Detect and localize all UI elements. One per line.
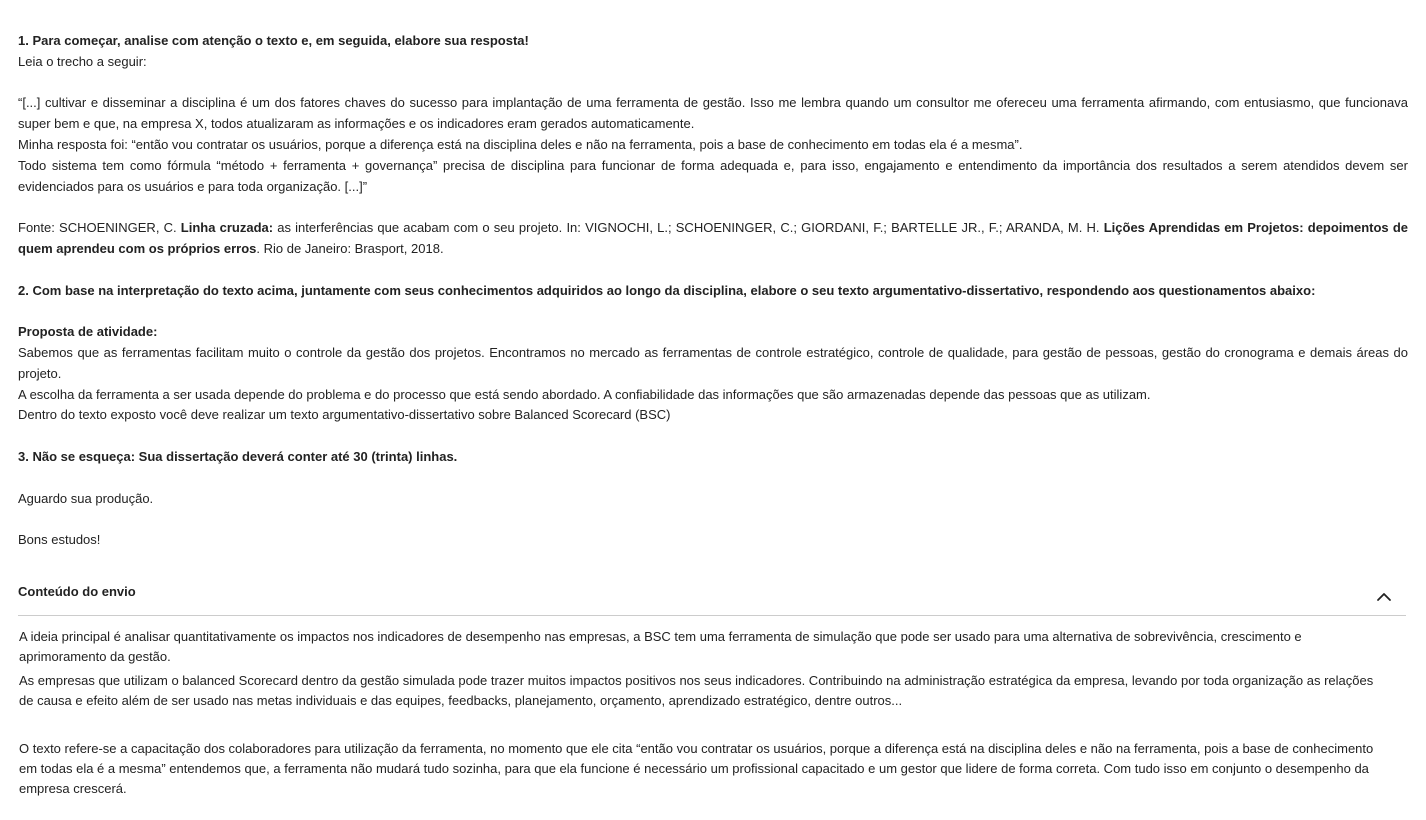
proposal-heading: Proposta de atividade: [18, 324, 158, 340]
chevron-up-icon[interactable] [1374, 587, 1394, 607]
proposal-paragraph-3: Dentro do texto exposto você deve realizar um texto argumentativo-dissertativo sobre Balanced Scorecard (BSC) [18, 407, 671, 423]
source-suffix: . Rio de Janeiro: Brasport, 2018. [256, 240, 444, 256]
submission-section-title: Conteúdo do envio [18, 584, 136, 599]
item-2-heading: 2. Com base na interpretação do texto acima, juntamente com seus conhecimentos adquiridos ao longo da disciplina, elabore o seu texto argumentativo-dissertativo, respondendo aos questionamentos abaixo: [18, 282, 1316, 298]
source-prefix: Fonte: SCHOENINGER, C. [18, 220, 181, 236]
closing-line-2: Bons estudos! [18, 532, 101, 548]
item-1-intro: Leia o trecho a seguir: [18, 53, 147, 69]
item-3-heading: 3. Não se esqueça: Sua dissertação deverá conter até 30 (trinta) linhas. [18, 448, 458, 464]
source-middle: as interferências que acabam com o seu projeto. In: VIGNOCHI, L.; SCHOENINGER, C.; GIORDANI, F.; BARTELLE JR., F.; ARANDA, M. H. [273, 220, 1104, 236]
chevron-up-icon-glyph [1374, 587, 1394, 607]
proposal-paragraph-2: A escolha da ferramenta a ser usada depende do problema e do processo que está sendo abordado. A confiabilidade das informações que são armazenadas depende das pessoas que as utilizam. [18, 386, 1151, 402]
submission-content [19, 627, 1391, 800]
submission-paragraph-3: O texto refere-se a capacitação dos colaboradores para utilização da ferramenta, no momento que ele cita “então vou contratar os usuários, porque a diferença está na disciplina deles e não na ferramenta, pois a base de conhecimento em todas ela é a mesma” entendemos que, a ferramenta não mudará tudo sozinha, para que ela funcione é necessário um profissional capacitado e um gestor que lidere de forma correta. Com tudo isso em conjunto o desempenho da empresa crescerá. [19, 740, 1374, 797]
closing-line-1: Aguardo sua produção. [18, 490, 154, 506]
quote-paragraph-3: Todo sistema tem como fórmula “método + ferramenta + governança” precisa de disciplina para funcionar de forma adequada e, para isso, engajamento e entendimento da importância dos resultados a serem atendidos devem ser evidenciados para os usuários e para toda organização. [...]” [18, 157, 1408, 194]
question-content [18, 31, 1408, 551]
submission-paragraph-2: As empresas que utilizam o balanced Scorecard dentro da gestão simulada pode trazer muitos impactos positivos nos seus indicadores. Contribuindo na administração estratégica da empresa, levando por toda organização as relações de causa e efeito além de ser usado nas metas individuais e das equipes, feedbacks, planejamento, orçamento, aprendizado estratégico, dentre outros... [19, 673, 1374, 709]
submission-section-header[interactable] [18, 580, 1406, 616]
proposal-paragraph-1: Sabemos que as ferramentas facilitam muito o controle da gestão dos projetos. Encontramos no mercado as ferramentas de controle estratégico, controle de qualidade, para gestão de pessoas, gestão do cronograma e demais áreas do projeto. [18, 344, 1408, 381]
source-citation [18, 218, 1408, 260]
quote-paragraph-2: Minha resposta foi: “então vou contratar os usuários, porque a diferença está na disciplina deles e não na ferramenta, pois a base de conhecimento em todas ela é a mesma”. [18, 136, 1023, 152]
source-book: Lições Aprendidas em Projetos: depoimentos de quem aprendeu com os próprios erros [18, 220, 1408, 256]
quote-paragraph-1: “[...] cultivar e disseminar a disciplina é um dos fatores chaves do sucesso para implantação de uma ferramenta de gestão. Isso me lembra quando um consultor me ofereceu uma ferramenta afirmando, com entusiasmo, que funcionava super bem e que, na empresa X, todos atualizaram as informações e os indicadores eram gerados automaticamente. [18, 95, 1408, 132]
submission-paragraph-1: A ideia principal é analisar quantitativamente os impactos nos indicadores de desempenho nas empresas, a BSC tem uma ferramenta de simulação que pode ser usado para uma alternativa de sobrevivência, crescimento e aprimoramento da gestão. [19, 629, 1302, 665]
item-1-heading: 1. Para começar, analise com atenção o texto e, em seguida, elabore sua resposta! [18, 33, 529, 48]
source-title: Linha cruzada: [180, 220, 274, 236]
